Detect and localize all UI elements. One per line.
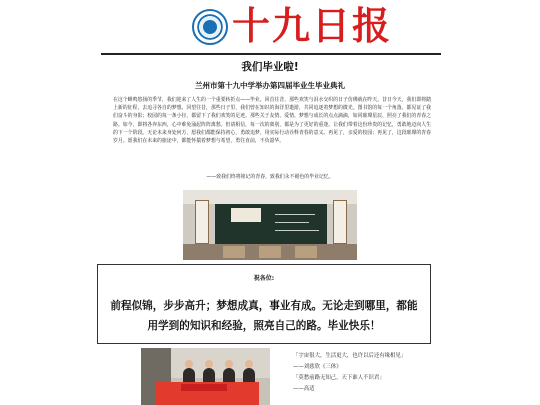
photo-face	[245, 360, 253, 368]
chalk-line	[275, 222, 309, 223]
quote-text: 「宇宙很大，生活更大，也许以后还有缘相见」	[293, 353, 407, 359]
photo-desk	[259, 246, 281, 258]
photo-banner	[181, 384, 227, 391]
quote-author: ——刘慈欣《三体》	[293, 364, 342, 370]
logo-emblem	[203, 20, 217, 34]
newspaper-title: 十九日报	[232, 3, 393, 48]
graduates-photo	[141, 348, 270, 405]
quote-author: ——高适	[293, 386, 315, 392]
school-logo-icon	[192, 9, 228, 45]
photo-face	[185, 360, 193, 368]
article-subheadline: 兰州市第十九中学举办第四届毕业生毕业典礼	[195, 81, 345, 90]
article-headline: 我们毕业啦!	[241, 61, 299, 73]
masthead	[0, 0, 540, 54]
article-body: 在这个蝉鸣悠扬的季节，我们迎来了人生的一个重要转折点——毕业。回首往昔，那些欢笑与泪水交织的日子仿佛就在昨天。昔日今天，我们即将踏上新的征程，去追寻各自的梦想。回望往昔，那些日子里，我们曾在知识的海洋里遨游，共同追逐着梦想的微光。图书馆的每一个角落，都见证了我们奋斗的身影；校园的每一条小径，都留下了我们欢笑的足迹。那些关于友情、爱情、梦想与成长的点点滴滴，如同璀璨星辰，照亮了我们的青春之路。如今，即将各奔东西，心中难免涌起阵阵离愁。但请相信，每一次的离别，都是为了更好的重逢。让我们带着这份珍贵的记忆，勇敢地迈向人生的下一个阶段。无论未来身处何方，愿我们都能保持初心，勇敢追梦，用实际行动诠释青春的意义。再见了，亲爱的校园；再见了，这段璀璨的青春岁月。愿我们在未来的旅途中，都能怀揣着梦想与希望，勇往直前，不负韶华。	[113, 97, 431, 145]
photo-face	[205, 360, 213, 368]
photo-scroll-right	[333, 200, 347, 244]
photo-ceiling	[183, 190, 357, 204]
wishes-text: 前程似锦，步步高升；梦想成真，事业有成。无论走到哪里，都能用学到的知识和经验，照亮自己的路。毕业快乐！	[110, 300, 418, 332]
photo-desk	[295, 246, 317, 258]
photo-calligraphy	[231, 208, 261, 222]
quote-text: 「莫愁前路无知己，天下谁人不识君」	[293, 375, 385, 381]
photo-desk	[223, 246, 245, 258]
masthead-divider	[101, 53, 441, 55]
photo-face	[225, 360, 233, 368]
wishes-box	[97, 264, 431, 344]
chalk-line	[275, 230, 319, 231]
photo-scroll-left	[195, 200, 209, 244]
quotes-column	[293, 351, 443, 395]
classroom-photo	[183, 190, 357, 260]
article-signature: ——致我们终将铭记的青春，致我们永不褪色的毕业记忆。	[206, 174, 334, 180]
chalk-line	[275, 214, 315, 215]
wishes-title: 祝各位:	[253, 275, 275, 282]
